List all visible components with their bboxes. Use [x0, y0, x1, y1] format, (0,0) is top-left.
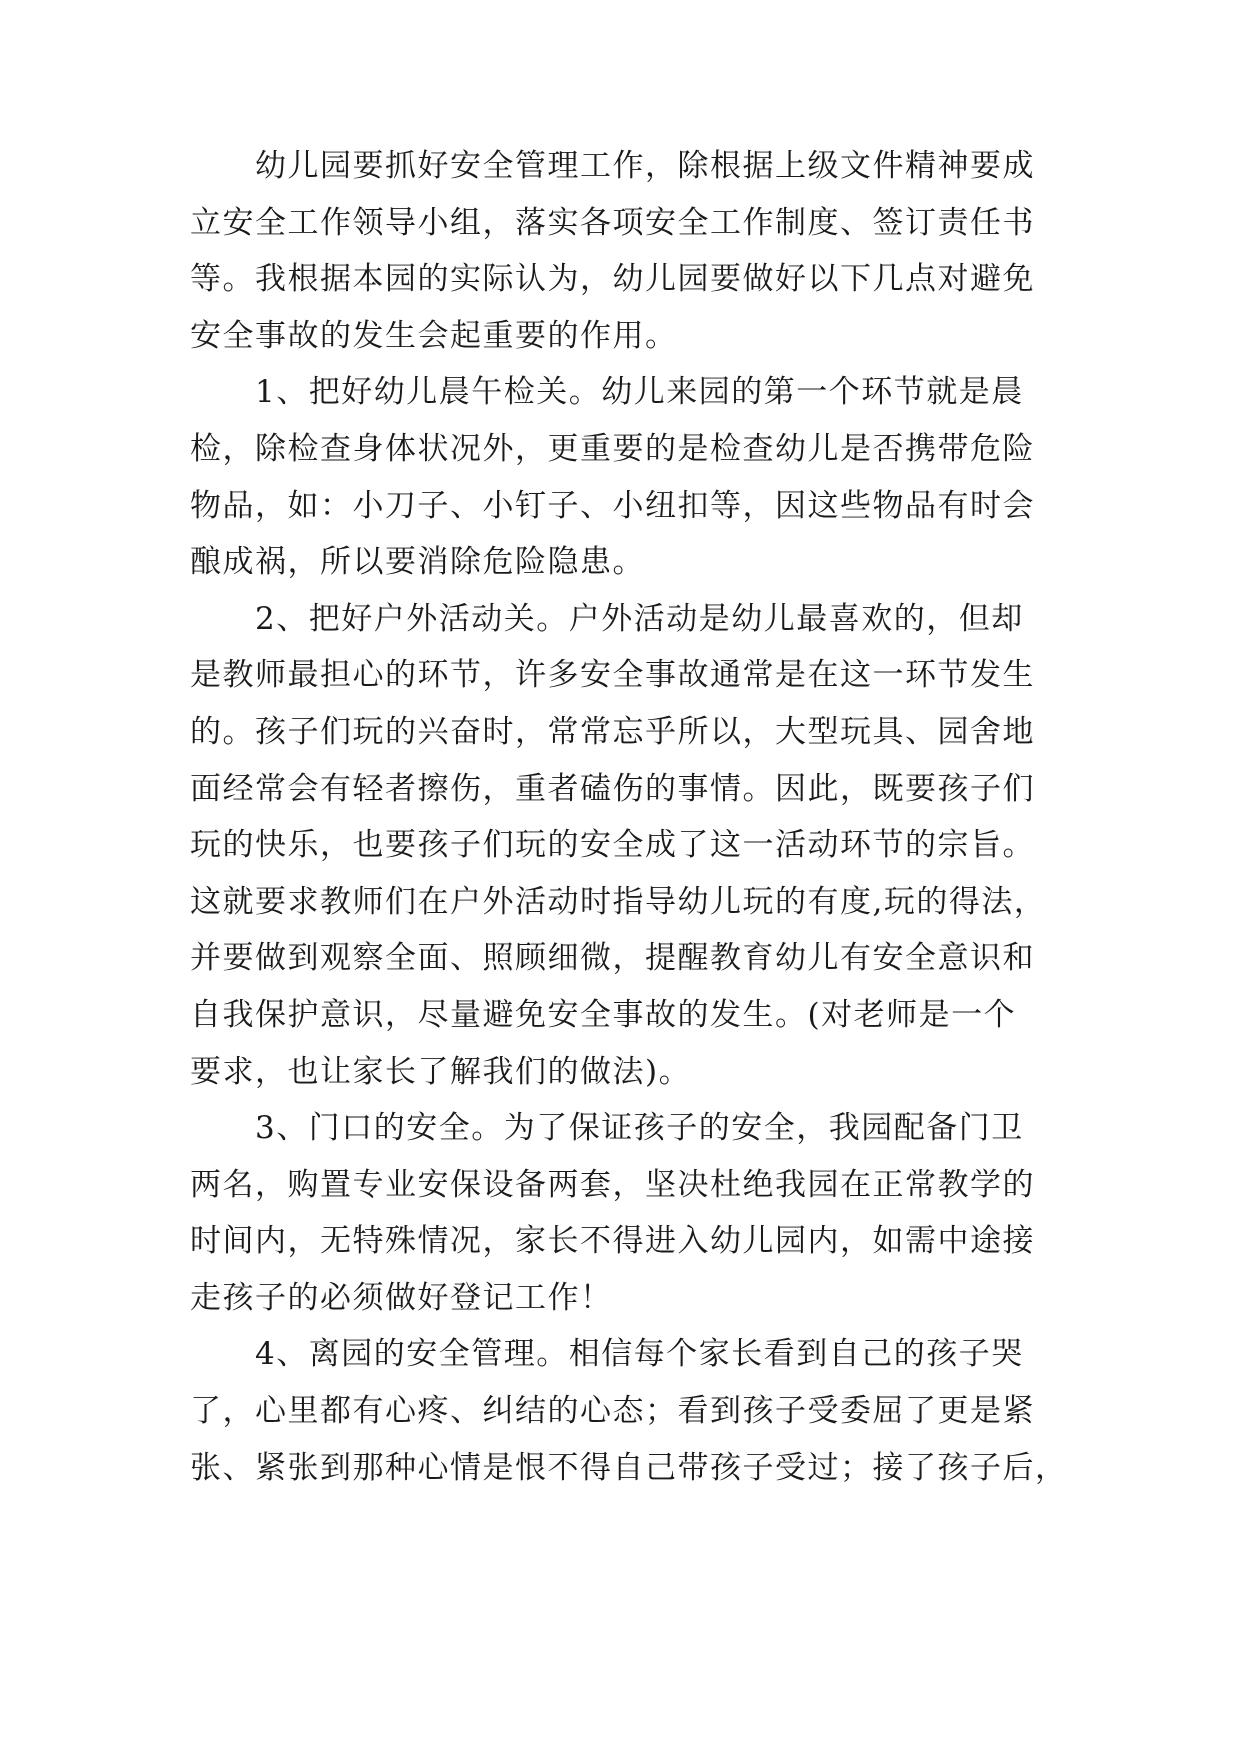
text-line: 1、把好幼儿晨午检关。幼儿来园的第一个环节就是晨 — [190, 374, 1024, 411]
text-line: 两名，购置专业安保设备两套，坚决杜绝我园在正常教学的 — [190, 1166, 1035, 1203]
text-line: 并要做到观察全面、照顾细微，提醒教育幼儿有安全意识和 — [190, 940, 1035, 977]
text-line: 要求，也让家长了解我们的做法)。 — [190, 1053, 692, 1090]
text-line: 2、把好户外活动关。户外活动是幼儿最喜欢的，但却 — [190, 600, 1024, 637]
text-line: 是教师最担心的环节，许多安全事故通常是在这一环节发生 — [190, 657, 1035, 694]
text-line: 张、紧张到那种心情是恨不得自己带孩子受过；接了孩子后， — [190, 1449, 1068, 1486]
text-line: 检，除检查身体状况外，更重要的是检查幼儿是否携带危险 — [190, 430, 1035, 467]
text-line: 立安全工作领导小组，落实各项安全工作制度、签订责任书 — [190, 204, 1035, 241]
text-line: 了，心里都有心疼、纠结的心态；看到孩子受委屈了更是紧 — [190, 1393, 1035, 1430]
text-line: 这就要求教师们在户外活动时指导幼儿玩的有度,玩的得法， — [190, 883, 1047, 920]
text-line: 安全事故的发生会起重要的作用。 — [190, 317, 678, 354]
text-line: 幼儿园要抓好安全管理工作，除根据上级文件精神要成 — [190, 148, 1035, 184]
text-line: 4、离园的安全管理。相信每个家长看到自己的孩子哭 — [190, 1336, 1024, 1373]
text-line: 走孩子的必须做好登记工作！ — [190, 1279, 613, 1316]
text-line: 物品，如：小刀子、小钉子、小纽扣等，因这些物品有时会 — [190, 487, 1035, 524]
text-line: 面经常会有轻者擦伤，重者磕伤的事情。因此，既要孩子们 — [190, 770, 1035, 807]
text-line: 的。孩子们玩的兴奋时，常常忘乎所以，大型玩具、园舍地 — [190, 713, 1035, 750]
text-line: 玩的快乐，也要孩子们玩的安全成了这一活动环节的宗旨。 — [190, 827, 1035, 864]
text-line: 时间内，无特殊情况，家长不得进入幼儿园内，如需中途接 — [190, 1223, 1035, 1260]
text-line: 3、门口的安全。为了保证孩子的安全，我园配备门卫 — [190, 1110, 1024, 1147]
text-line: 等。我根据本园的实际认为，幼儿园要做好以下几点对避免 — [190, 261, 1035, 298]
text-line: 酿成祸，所以要消除危险隐患。 — [190, 544, 645, 581]
text-line: 自我保护意识，尽量避免安全事故的发生。(对老师是一个 — [190, 996, 1017, 1033]
document-body — [190, 138, 1068, 1496]
